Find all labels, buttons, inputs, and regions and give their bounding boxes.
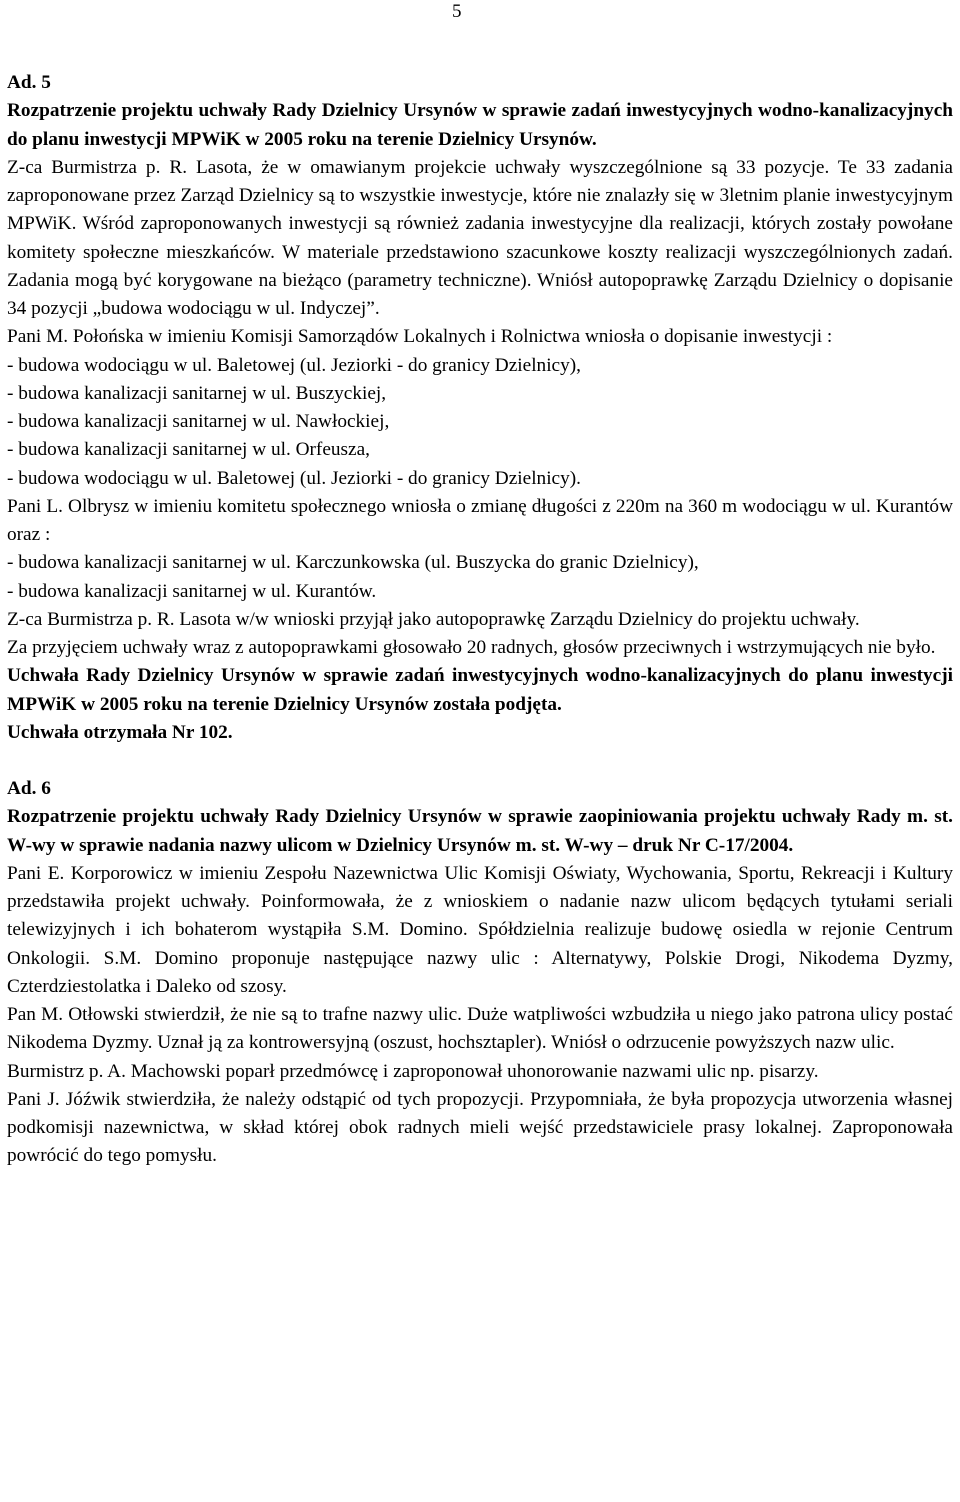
- ad5-paragraph-4: Z-ca Burmistrza p. R. Lasota w/w wnioski przyjął jako autopoprawkę Zarządu Dzielnicy do projektu uchwały.: [7, 608, 860, 630]
- ad5-paragraph-3: Pani L. Olbrysz w imieniu komitetu społecznego wniosła o zmianę długości z 220m na 360 m wodociągu w ul. Kurantów oraz :: [7, 495, 953, 545]
- ad5-paragraph-5: Za przyjęciem uchwały wraz z autopoprawkami głosowało 20 radnych, głosów przeciwnych i wstrzymujących nie było.: [7, 637, 936, 658]
- list-item: - budowa wodociągu w ul. Baletowej (ul. Jeziorki - do granicy Dzielnicy).: [7, 467, 581, 489]
- ad6-paragraph-4: Pani J. Jóźwik stwierdziła, że należy odstąpić od tych propozycji. Przypomniała, że była propozycja utworzenia własnej podkomisji nazewnictwa, w skład której obok radnych mieli wejść przedstawiciele prasy lokalnej. Zaproponowała powrócić do tego pomysłu.: [7, 1088, 953, 1167]
- ad6-title: Rozpatrzenie projektu uchwały Rady Dzielnicy Ursynów w sprawie zaopiniowania projektu uchwały Rady m. st. W-wy w sprawie nadania nazwy ulicom w Dzielnicy Ursynów m. st. W-wy – druk Nr C-17/2004.: [7, 806, 953, 856]
- list-item: - budowa kanalizacji sanitarnej w ul. Buszyckiej,: [7, 382, 387, 404]
- ad6-paragraph-1: Pani E. Korporowicz w imieniu Zespołu Nazewnictwa Ulic Komisji Oświaty, Wychowania, Sportu, Rekreacji i Kultury przedstawiła projekt uchwały. Poinformowała, że z wnioskiem o nadanie nazw ulicom będących tytułami seriali telewizyjnych i ich bohaterom wystąpiła S.M. Domino. Spółdzielnia realizuje budowę osiedla w rejonie Centrum Onkologii. S.M. Domino proponuje następujące nazwy ulic : Alternatywy, Polskie Drogi, Nikodema Dyzmy, Czterdziestolatka i Daleko od szosy.: [7, 862, 953, 997]
- list-item: - budowa kanalizacji sanitarnej w ul. Kurantów.: [7, 580, 377, 602]
- ad5-resolution-number: Uchwała otrzymała Nr 102.: [7, 721, 233, 743]
- ad5-title: Rozpatrzenie projektu uchwały Rady Dzielnicy Ursynów w sprawie zadań inwestycyjnych wodno-kanalizacyjnych do planu inwestycji MPWiK w 2005 roku na terenie Dzielnicy Ursynów.: [7, 100, 953, 150]
- ad5-heading: Ad. 5: [7, 72, 51, 93]
- ad6-heading: Ad. 6: [7, 778, 51, 799]
- list-item: - budowa kanalizacji sanitarnej w ul. Orfeusza,: [7, 439, 370, 461]
- ad5-paragraph-2: Pani M. Połońska w imieniu Komisji Samorządów Lokalnych i Rolnictwa wniosła o dopisanie inwestycji :: [7, 326, 833, 348]
- document-body: [7, 69, 953, 1171]
- list-item: - budowa kanalizacji sanitarnej w ul. Nawłockiej,: [7, 411, 390, 432]
- ad6-paragraph-2: Pan M. Otłowski stwierdził, że nie są to trafne nazwy ulic. Duże watpliwości wzbudziła u niego jako patrona ulicy postać Nikodema Dyzmy. Uznał ją za kontrowersyjną (oszust, hochsztapler). Wniósł o odrzucenie powyższych nazw ulic.: [7, 1004, 953, 1054]
- section-gap: [7, 747, 953, 775]
- list-item: - budowa wodociągu w ul. Baletowej (ul. Jeziorki - do granicy Dzielnicy),: [7, 354, 581, 376]
- ad5-resolution: Uchwała Rady Dzielnicy Ursynów w sprawie zadań inwestycyjnych wodno-kanalizacyjnych do planu inwestycji MPWiK w 2005 roku na terenie Dzielnicy Ursynów została podjęta.: [7, 665, 953, 715]
- ad6-paragraph-3: Burmistrz p. A. Machowski poparł przedmówcę i zaproponował uhonorowanie nazwami ulic np. pisarzy.: [7, 1060, 819, 1082]
- list-item: - budowa kanalizacji sanitarnej w ul. Karczunkowska (ul. Buszycka do granic Dzielnicy),: [7, 552, 699, 574]
- page-number: 5: [452, 1, 462, 22]
- ad5-paragraph-1: Z-ca Burmistrza p. R. Lasota, że w omawianym projekcie uchwały wyszczególnione są 33 pozycje. Te 33 zadania zaproponowane przez Zarząd Dzielnicy są to wszystkie inwestycje, które nie znalazły się w 3letnim planie inwestycyjnym MPWiK. Wśród zaproponowanych inwestycji są również zadania inwestycyjne dla realizacji, których zostały powołane komitety społeczne mieszkańców. W materiale przedstawiono szacunkowe koszty realizacji wyszczególnionych zadań. Zadania mogą być korygowane na bieżąco (parametry techniczne). Wniósł autopoprawkę Zarządu Dzielnicy o dopisanie 34 pozycji „budowa wodociągu w ul. Indyczej”.: [7, 156, 953, 319]
